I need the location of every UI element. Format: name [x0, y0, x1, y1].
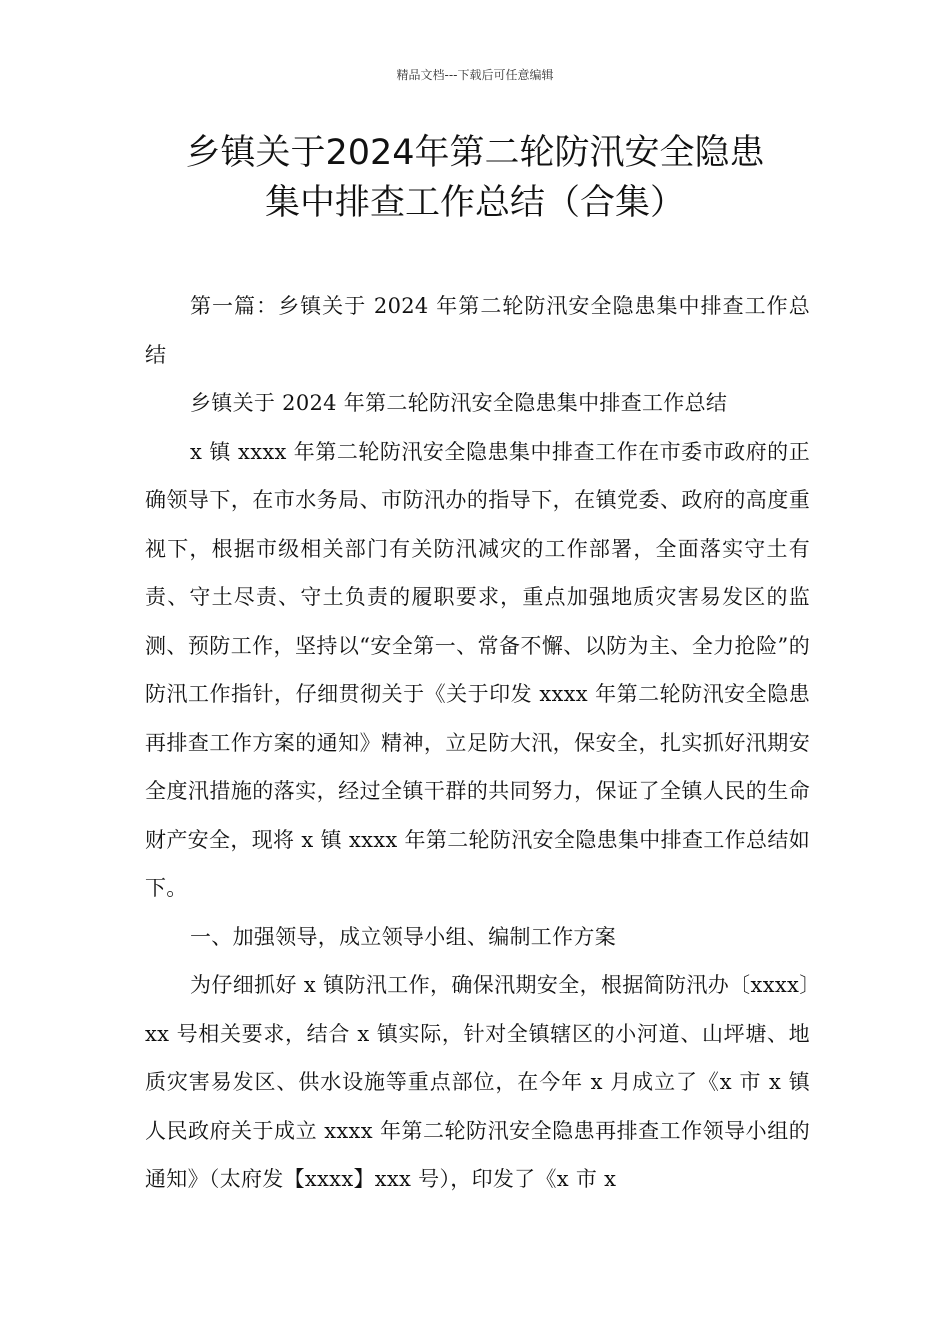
title-line-1: 乡镇关于2024年第二轮防汛安全隐患: [185, 133, 765, 173]
chapter-heading: 第一篇：乡镇关于 2024 年第二轮防汛安全隐患集中排查工作总结: [145, 294, 810, 367]
body-paragraph: 为仔细抓好 x 镇防汛工作，确保汛期安全，根据简防汛办〔xxxx〕xx 号相关要求，结合 x 镇实际，针对全镇辖区的小河道、山坪塘、地质灾害易发区、供水设施等重点部位，在今年 x 月成立了《x 市 x 镇人民政府关于成立 xxxx 年第二轮防汛安全隐患再排查工作领导小组的通知》（太府发【xxxx】xxx 号），印发了《x 市 x: [145, 973, 810, 1191]
body-paragraph: x 镇 xxxx 年第二轮防汛安全隐患集中排查工作在市委市政府的正确领导下，在市水务局、市防汛办的指导下，在镇党委、政府的高度重视下，根据市级相关部门有关防汛减灾的工作部署，全面落实守土有责、守土尽责、守土负责的履职要求，重点加强地质灾害易发区的监测、预防工作，坚持以“安全第一、常备不懈、以防为主、全力抢险”的防汛工作指针，仔细贯彻关于《关于印发 xxxx 年第二轮防汛安全隐患再排查工作方案的通知》精神，立足防大汛，保安全，扎实抓好汛期安全度汛措施的落实，经过全镇干群的共同努力，保证了全镇人民的生命财产安全，现将 x 镇 xxxx 年第二轮防汛安全隐患集中排查工作总结如下。: [145, 439, 810, 900]
document-body: [145, 282, 810, 1204]
section-heading: 一、加强领导，成立领导小组、编制工作方案: [190, 924, 616, 949]
document-title: [120, 128, 830, 228]
title-line-2: 集中排查工作总结（合集）: [264, 183, 685, 223]
page-header-note: 精品文档---下载后可任意编辑: [396, 68, 554, 82]
section-title: 乡镇关于 2024 年第二轮防汛安全隐患集中排查工作总结: [190, 391, 728, 415]
